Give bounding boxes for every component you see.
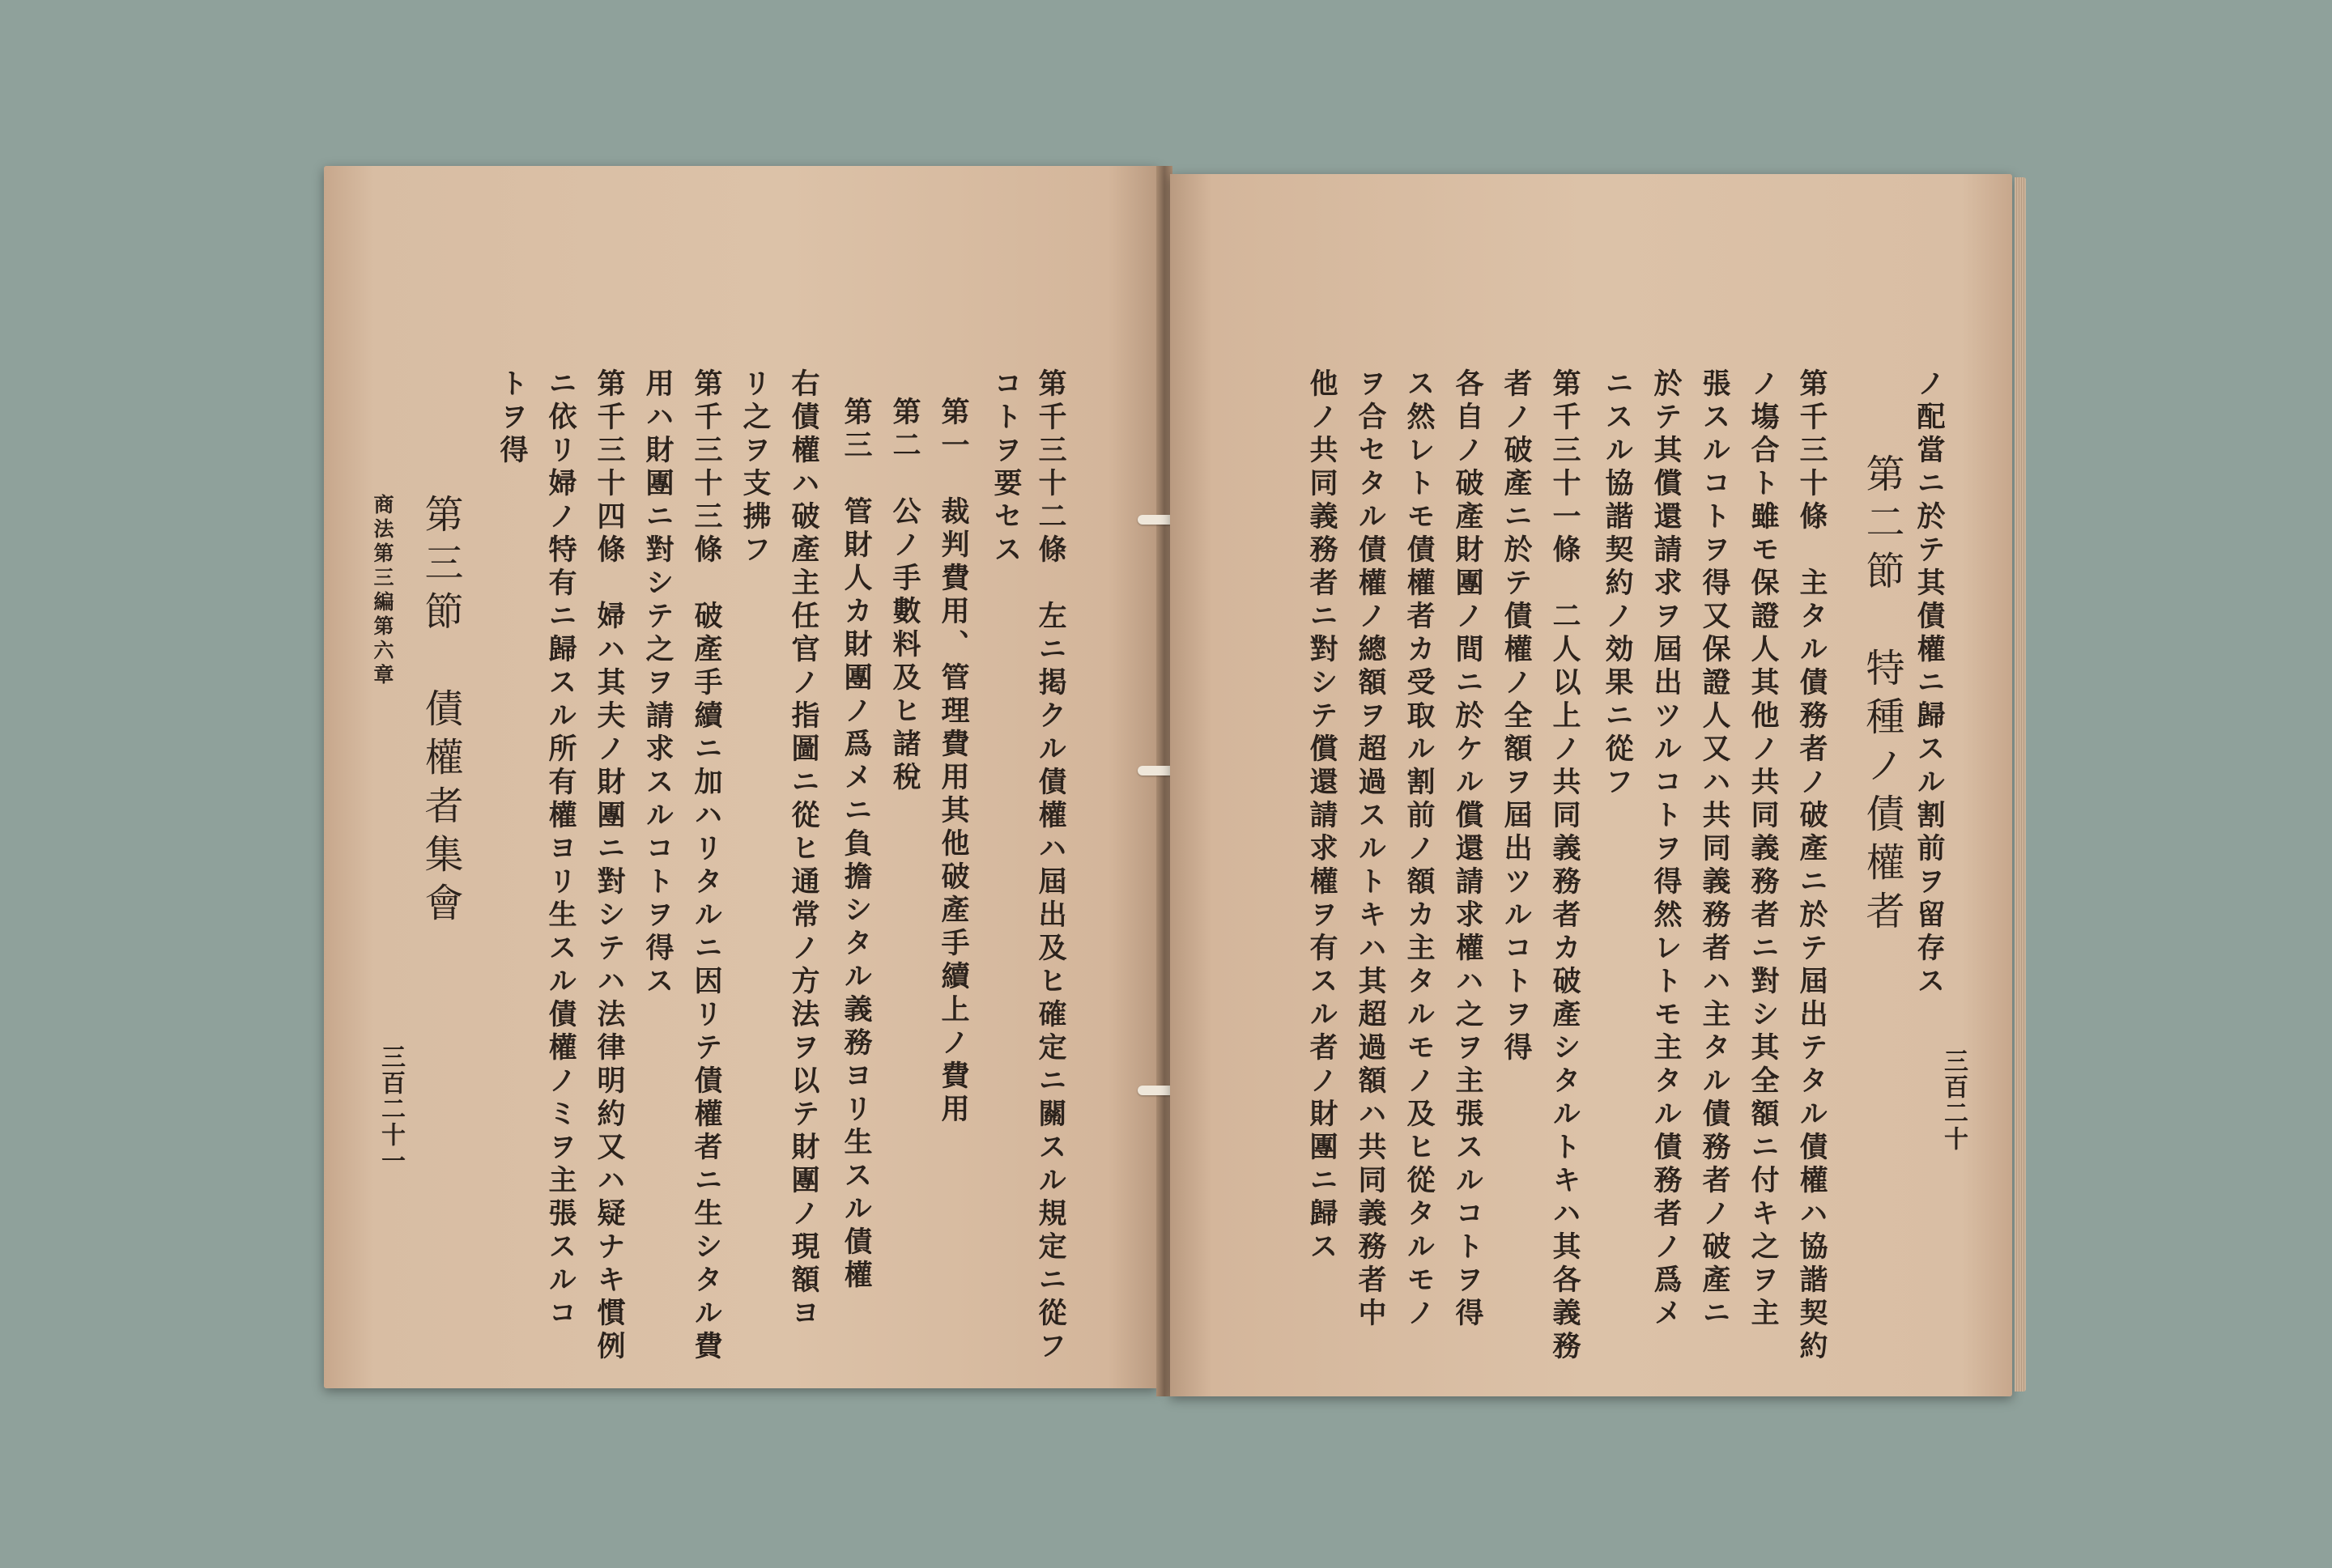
text-line: 者ノ破產ニ於テ債權ノ全額ヲ屆出ツルコトヲ得 [1500, 368, 1533, 1065]
section-heading: 第二節 特種ノ債權者 [1859, 453, 1904, 939]
text-line: 第一 裁判費用、管理費用其他破產手續上ノ費用 [937, 397, 970, 1127]
text-line: 第二 公ノ手數料及ヒ諸稅 [888, 397, 921, 795]
text-line: ノ配當ニ於テ其債權ニ歸スル割前ヲ留存ス [1913, 368, 1946, 999]
text-line: ニ依リ婦ノ特有ニ歸スル所有權ヨリ生スル債權ノミヲ主張スルコ [544, 368, 577, 1331]
open-book [324, 166, 2024, 1396]
text-line: 第千三十二條 左ニ掲クル債權ハ屆出及ヒ確定ニ關スル規定ニ從フ [1034, 368, 1067, 1364]
text-line: ニスル協諧契約ノ効果ニ從フ [1601, 368, 1634, 800]
text-line: コトヲ要セス [989, 368, 1023, 567]
left-page [324, 166, 1158, 1388]
text-line: 用ハ財團ニ對シテ之ヲ請求スルコトヲ得ス [641, 368, 674, 999]
text-line: リ之ヲ支拂フ [738, 368, 772, 567]
text-line: 他ノ共同義務者ニ對シテ償還請求權ヲ有スル者ノ財團ニ歸ス [1305, 368, 1338, 1264]
text-line: トヲ得 [496, 368, 529, 468]
page-edges [2015, 177, 2026, 1392]
running-head: 商法第三編第六章 [371, 494, 394, 688]
text-line: 各自ノ破產財團ノ間ニ於ケル償還請求權ハ之ヲ主張スルコトヲ得 [1451, 368, 1484, 1331]
section-heading: 第三節 債權者集會 [418, 494, 463, 931]
text-line: ス然レトモ債權者カ受取ル割前ノ額カ主タルモノ及ヒ從タルモノ [1402, 368, 1436, 1331]
page-number: 三百二十 [1939, 1048, 1968, 1152]
text-line: 第千三十四條 婦ハ其夫ノ財團ニ對シテハ法律明約又ハ疑ナキ慣例 [593, 368, 626, 1364]
text-line: ヲ合セタル債權ノ總額ヲ超過スルトキハ其超過額ハ共同義務者中 [1354, 368, 1387, 1331]
text-line: 第三 管財人カ財團ノ爲メニ負擔シタル義務ヨリ生スル債權 [840, 397, 873, 1293]
text-line: 第千三十條 主タル債務者ノ破產ニ於テ屆出テタル債權ハ協諧契約 [1795, 368, 1828, 1364]
text-line: 第千三十一條 二人以上ノ共同義務者カ破產シタルトキハ其各義務 [1548, 368, 1581, 1364]
text-line: 於テ其償還請求ヲ屆出ツルコトヲ得然レトモ主タル債務者ノ爲メ [1649, 368, 1683, 1331]
text-line: 右債權ハ破產主任官ノ指圖ニ從ヒ通常ノ方法ヲ以テ財團ノ現額ヨ [787, 368, 820, 1331]
text-line: ノ塲合ト雖モ保證人其他ノ共同義務者ニ對シ其全額ニ付キ之ヲ主 [1747, 368, 1780, 1331]
right-page [1170, 174, 2012, 1396]
text-line: 張スルコトヲ得又保證人又ハ共同義務者ハ主タル債務者ノ破產ニ [1698, 368, 1731, 1331]
page-number: 三百二十一 [377, 1044, 405, 1174]
text-line: 第千三十三條 破產手續ニ加ハリタルニ因リテ債權者ニ生シタル費 [690, 368, 723, 1364]
